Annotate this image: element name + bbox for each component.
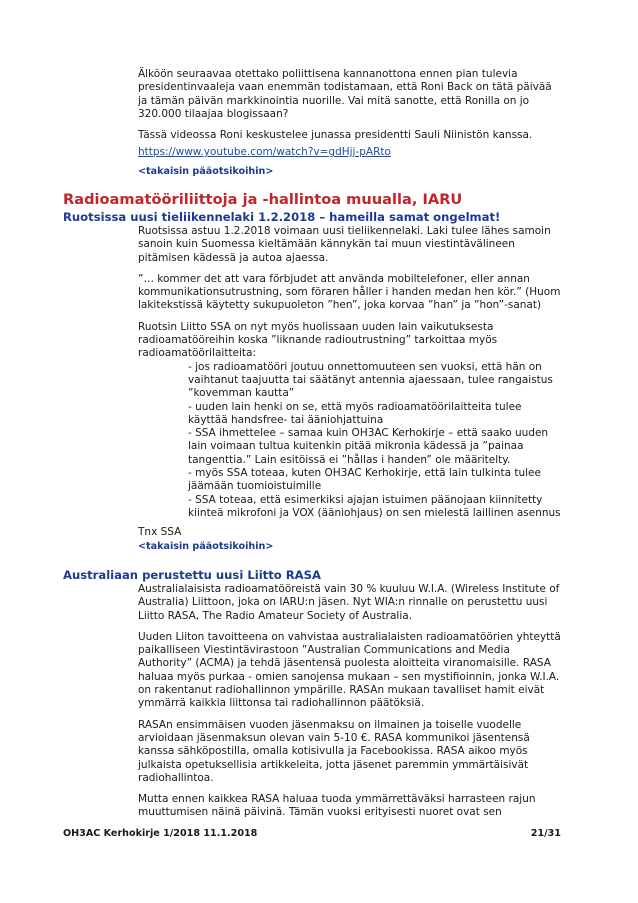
subheading-sweden-traffic-law: Ruotsissa uusi tieliikennelaki 1.2.2018 – hameilla samat ongelmat! [63,210,501,224]
ssa-paragraph: Ruotsin Liitto SSA on nyt myös huolissaan uuden lain vaikutuksesta radioamatööreihin koska ”liknande radioutrustning” tarkoittaa myös radioamatöörilaitteita: [138,320,498,360]
thanks-line: Tnx SSA [138,526,182,539]
subheading-rasa: Australiaan perustettu uusi Liitto RASA [63,568,321,582]
sweden-paragraph: Ruotsissa astuu 1.2.2018 voimaan uusi tieliikennelaki. Laki tulee lähes samoin sanoin kuin Suomessa kieltämään kännykän tai muun viestintävälineen pitämisen kädessä ja autoa ajaessa. [138,225,551,264]
list-item: - SSA toteaa, että esimerkiksi ajajan istuimen päänojaan kiinnitetty kiinteä mikrofoni ja VOX (ääniohjaus) on sen mielestä laillinen asennus [188,493,561,519]
page-footer [63,828,561,839]
section-heading-iaru: Radioamatööriliittoja ja -hallintoa muualla, IARU [63,191,463,208]
rasa-article [138,583,564,820]
rasa-paragraph-3: RASAn ensimmäisen vuoden jäsenmaksu on ilmainen ja toiselle vuodelle arvioidaan jäsenmaksun olevan vain 5-10 €. RASA kommunikoi jäsentensä kanssa sähköpostilla, omalla kotisivulla ja Facebookissa. RASA aikoo myös julkaista opetuksellisia artikkeleita, jotta jäsenet paremmin ymmärtäisivät radiohallintoa. [138,718,530,784]
list-item: - SSA ihmettelee – samaa kuin OH3AC Kerhokirje – että saako uuden lain voimaan tultua kuitenkin pitää mikronia kädessä ja ”painaa tangenttia.” Lain esitöissä ei ”hållas i handen” ole määritelty. [188,427,549,466]
sweden-quote: ”… kommer det att vara förbjudet att använda mobiltelefoner, eller annan kommunikationsutrustning, som föraren håller i handen medan hen kör.” (Huom lakitekstissä käytetty sukupuoleton ”hen”, joka korvaa ”han” ja ”hon”-sanat) [138,272,561,312]
ssa-bullet-list [138,361,564,521]
sweden-article [138,225,564,553]
footer-publication: OH3AC Kerhokirje 1/2018 11.1.2018 [63,828,258,839]
list-item: - uuden lain henki on se, että myös radioamatöörilaitteita tulee käyttää handsfree- tai ääniohjattuina [188,400,522,426]
rasa-paragraph-4: Mutta ennen kaikkea RASA haluaa tuoda ymmärrettäväksi harrasteen rajun muuttumisen näinä päivinä. Tämän vuoksi erityisesti nuoret ovat sen [138,793,536,819]
back-to-headlines-link[interactable]: <takaisin pääotsikoihin> [138,540,274,552]
footer-page-number: 21/31 [530,828,561,839]
intro-paragraph: Älköön seuraavaa otettako poliittisena kannanottona ennen pian tulevia presidentinvaaleja vaan enemmän todistamaan, että Roni Back on tätä päivää ja tämän päivän markkinointia nuorille. Vai mitä sanotte, että Ronilla on jo 320.000 tilaajaa blogissaan? [138,68,552,120]
list-item: - jos radioamatööri joutuu onnettomuuteen sen vuoksi, että hän on vaihtanut taajuutta tai säätänyt antennia ajaessaan, tulee rangaistus ”kovemman kautta” [188,360,553,400]
back-to-headlines-link[interactable]: <takaisin pääotsikoihin> [138,165,274,177]
youtube-link[interactable]: https://www.youtube.com/watch?v=gdHjj-pARto [138,146,391,159]
rasa-paragraph-1: Australialaisista radioamatööreistä vain 30 % kuuluu W.I.A. (Wireless Institute of Australia) Liittoon, joka on IARU:n jäsen. Nyt WIA:n rinnalle on perustettu uusi Liitto RASA, The Radio Amateur Society of Australia. [138,583,560,622]
rasa-paragraph-2: Uuden Liiton tavoitteena on vahvistaa australialaisten radioamatöörien yhteyttä paikalliseen Viestintävirastoon ”Australian Communications and Media Authority” (ACMA) ja tehdä jäsentensä puolesta aloitteita viranomaisille. RASA haluaa myös purkaa - omien sanojensa mukaan – sen mystifioinnin, jonka W.I.A. on rakentanut radiohallinnon ympärille. RASAn mukaan tavalliset hamit eivät ymmärrä kaikkia liittonsa tai radiohallinnon päätöksiä. [138,630,561,710]
intro-block [138,68,564,178]
video-paragraph: Tässä videossa Roni keskustelee junassa presidentti Sauli Niinistön kanssa. [138,129,533,142]
list-item: - myös SSA toteaa, kuten OH3AC Kerhokirje, että lain tulkinta tulee jäämään tuomioistuimille [188,467,541,493]
